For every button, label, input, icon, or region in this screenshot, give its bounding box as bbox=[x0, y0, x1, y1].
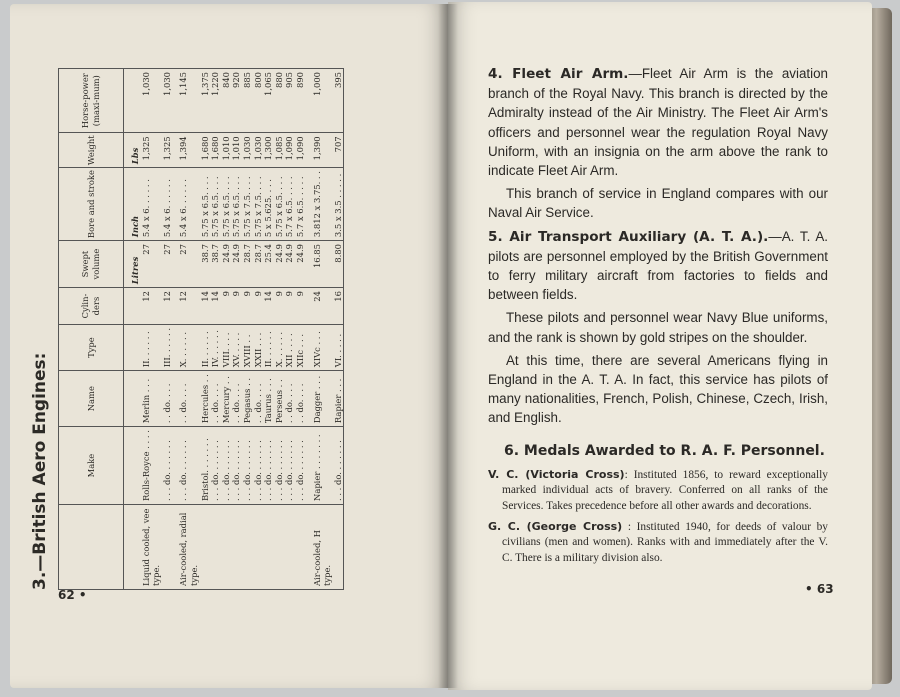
name-cell: . . do. . . . bbox=[210, 371, 221, 427]
header-class bbox=[59, 505, 124, 590]
medal-abbr: G. C. (George Cross) bbox=[488, 519, 623, 533]
weight-cell: 1,680 bbox=[200, 133, 211, 168]
make-cell: . . . do. . . . . . . bbox=[253, 427, 264, 505]
type-cell: XIIc . . . bbox=[295, 324, 306, 370]
table-row bbox=[141, 69, 162, 590]
weight-cell: 1,030 bbox=[242, 133, 253, 168]
name-cell: Perseus . . bbox=[274, 371, 285, 427]
make-cell: . . . do. . . . . . . bbox=[242, 427, 253, 505]
bore-stroke-cell: 5.7 x 6.5. . . . . bbox=[284, 168, 295, 241]
heading-ata: 5. Air Transport Auxiliary (A. T. A.). bbox=[488, 228, 769, 245]
horsepower-cell: 1,065 bbox=[263, 69, 274, 133]
weight-cell: 1,010 bbox=[221, 133, 232, 168]
bore-stroke-cell: 5.75 x 6.5. . . . bbox=[231, 168, 242, 241]
table-row bbox=[253, 69, 264, 590]
engine-class-cell bbox=[253, 505, 264, 590]
swept-volume-cell: 24.9 bbox=[231, 241, 242, 288]
make-cell: . . . do. . . . . . . bbox=[274, 427, 285, 505]
unit-swept: Litres bbox=[124, 241, 141, 288]
type-cell: II. . . . . . bbox=[263, 324, 274, 370]
type-cell: XII . . . . bbox=[284, 324, 295, 370]
medal-text: : Instituted 1940, for deeds of valour by civilians (men and women). Ranks with and immediately after the V. C. There is a military division also. bbox=[502, 520, 829, 564]
bore-stroke-cell: 5.7 x 6.5. . . . . bbox=[295, 168, 306, 241]
bore-stroke-cell: 3.812 x 3.75. . . bbox=[306, 168, 333, 241]
swept-volume-cell: 28.7 bbox=[242, 241, 253, 288]
swept-volume-cell: 16.85 bbox=[306, 241, 333, 288]
swept-volume-cell: 24.9 bbox=[274, 241, 285, 288]
table-row bbox=[210, 69, 221, 590]
bore-stroke-cell: 5.75 x 6.5. . . . bbox=[274, 168, 285, 241]
swept-volume-cell: 27 bbox=[172, 241, 199, 288]
horsepower-cell: 880 bbox=[274, 69, 285, 133]
make-cell: . . . do. . . . . . . bbox=[162, 427, 173, 505]
type-cell: X. . . . . . bbox=[172, 324, 199, 370]
horsepower-cell: 1,030 bbox=[141, 69, 162, 133]
weight-cell: 1,030 bbox=[253, 133, 264, 168]
engine-class-cell bbox=[200, 505, 211, 590]
weight-cell: 1,300 bbox=[263, 133, 274, 168]
medal-george-cross bbox=[488, 519, 828, 567]
cylinders-cell: 16 bbox=[333, 288, 344, 325]
bore-stroke-cell: 5.75 x 7.5. . . . bbox=[242, 168, 253, 241]
engine-class-cell: Air-cooled, H type. bbox=[306, 505, 333, 590]
header-cylinders: Cylin-ders bbox=[59, 288, 124, 325]
medal-text: : Instituted 1856, to reward exceptionally marked individual acts of bravery. Conferred on all ranks of the Services. Takes precedence before all other awards and decorations. bbox=[502, 468, 828, 513]
unit-bore: Inch bbox=[124, 168, 141, 241]
cylinders-cell: 9 bbox=[284, 288, 295, 325]
cylinders-cell: 12 bbox=[162, 288, 173, 325]
engine-class-cell bbox=[274, 505, 285, 590]
header-weight: Weight bbox=[59, 133, 124, 168]
horsepower-cell: 1,030 bbox=[162, 69, 173, 133]
weight-cell: 1,325 bbox=[141, 133, 162, 168]
make-cell: . . . do. . . . . . . bbox=[333, 427, 344, 505]
swept-volume-cell: 27 bbox=[162, 241, 173, 288]
table-row bbox=[284, 69, 295, 590]
type-cell: IV. . . . . . bbox=[210, 324, 221, 370]
make-cell: . . . do. . . . . . . bbox=[284, 427, 295, 505]
name-cell: Taurus . . . bbox=[263, 371, 274, 427]
page-number-left: 62 • bbox=[58, 588, 87, 602]
type-cell: III. . . . . . bbox=[162, 324, 173, 370]
name-cell: . . do. . . . bbox=[172, 371, 199, 427]
table-row bbox=[221, 69, 232, 590]
bore-stroke-cell: 5.4 x 6. . . . . . bbox=[172, 168, 199, 241]
cylinders-cell: 14 bbox=[200, 288, 211, 325]
table-header-row bbox=[59, 69, 124, 590]
engine-class-cell bbox=[263, 505, 274, 590]
cylinders-cell: 14 bbox=[210, 288, 221, 325]
horsepower-cell: 800 bbox=[253, 69, 264, 133]
make-cell: . . . do. . . . . . . bbox=[210, 427, 221, 505]
cylinders-cell: 9 bbox=[231, 288, 242, 325]
engine-class-cell: Liquid cooled, vee type. bbox=[141, 505, 162, 590]
engine-class-cell bbox=[242, 505, 253, 590]
book-gutter bbox=[438, 4, 458, 688]
fleet-air-arm-lead: —Fleet Air Arm is the aviation branch of the Royal Navy. This branch is directed by the Admiralty instead of the Air Ministry. The Fleet Air Arm's officers and personnel wear the regulation Royal Navy Uniform, with an insignia on the arm above the rank to indicate Fleet Air Arm. bbox=[488, 66, 829, 179]
right-page-text bbox=[488, 60, 828, 570]
cylinders-cell: 9 bbox=[253, 288, 264, 325]
table-body bbox=[124, 69, 344, 590]
engine-class-cell bbox=[295, 505, 306, 590]
engine-class-cell bbox=[221, 505, 232, 590]
header-make: Make bbox=[59, 427, 124, 505]
table-row bbox=[172, 69, 199, 590]
horsepower-cell: 890 bbox=[295, 69, 306, 133]
table-row bbox=[263, 69, 274, 590]
type-cell: XIVc . . . bbox=[306, 324, 333, 370]
engine-class-cell bbox=[284, 505, 295, 590]
name-cell: . . do. . . . bbox=[295, 371, 306, 427]
type-cell: VIII. . . . bbox=[221, 324, 232, 370]
horsepower-cell: 905 bbox=[284, 69, 295, 133]
engine-class-cell bbox=[162, 505, 173, 590]
cylinders-cell: 12 bbox=[141, 288, 162, 325]
type-cell: XVIII . . bbox=[242, 324, 253, 370]
make-cell: Napier . . . . . . . bbox=[306, 427, 333, 505]
bore-stroke-cell: 5.75 x 6.5. . . . bbox=[200, 168, 211, 241]
units-row bbox=[124, 69, 141, 590]
bore-stroke-cell: 5.75 x 6.5. . . . bbox=[221, 168, 232, 241]
cylinders-cell: 9 bbox=[242, 288, 253, 325]
swept-volume-cell: 38.7 bbox=[200, 241, 211, 288]
ata-lead: —A. T. A. pilots are personnel employed by the British Government to ferry military aircraft from factories to fields and between fields. bbox=[488, 228, 828, 303]
make-cell: . . . do. . . . . . . bbox=[295, 427, 306, 505]
bore-stroke-cell: 5.75 x 6.5. . . . bbox=[210, 168, 221, 241]
paragraph: This branch of service in England compares with our Naval Air Service. bbox=[488, 186, 828, 221]
table-row bbox=[242, 69, 253, 590]
engine-class-cell bbox=[333, 505, 344, 590]
header-name: Name bbox=[59, 371, 124, 427]
aero-engines-table bbox=[58, 68, 344, 590]
aero-engines-rotated-block bbox=[30, 60, 343, 590]
bore-stroke-cell: 3.5 x 3.5 . . . . . bbox=[333, 168, 344, 241]
page-number-right: • 63 bbox=[805, 582, 834, 596]
cylinders-cell: 24 bbox=[306, 288, 333, 325]
bore-stroke-cell: 5.4 x 6. . . . . . bbox=[162, 168, 173, 241]
type-cell: XXII . . . bbox=[253, 324, 264, 370]
name-cell: Rapier . . . bbox=[333, 371, 344, 427]
type-cell: X. . . . . . bbox=[274, 324, 285, 370]
medal-abbr: V. C. (Victoria Cross) bbox=[488, 467, 625, 481]
horsepower-cell: 840 bbox=[221, 69, 232, 133]
table-row bbox=[162, 69, 173, 590]
weight-cell: 1,010 bbox=[231, 133, 242, 168]
cylinders-cell: 9 bbox=[295, 288, 306, 325]
weight-cell: 1,090 bbox=[284, 133, 295, 168]
type-cell: II. . . . . . bbox=[200, 324, 211, 370]
swept-volume-cell: 38.7 bbox=[210, 241, 221, 288]
type-cell: XV. . . . . bbox=[231, 324, 242, 370]
make-cell: Rolls-Royce . . . . bbox=[141, 427, 162, 505]
weight-cell: 1,325 bbox=[162, 133, 173, 168]
swept-volume-cell: 24.9 bbox=[284, 241, 295, 288]
section-title: 3.—British Aero Engines: bbox=[30, 352, 50, 590]
swept-volume-cell: 24.9 bbox=[221, 241, 232, 288]
engine-class-cell bbox=[210, 505, 221, 590]
engine-class-cell: Air-cooled, radial type. bbox=[172, 505, 199, 590]
name-cell: . . do. . . . bbox=[162, 371, 173, 427]
bore-stroke-cell: 5.4 x 6. . . . . . bbox=[141, 168, 162, 241]
weight-cell: 1,085 bbox=[274, 133, 285, 168]
horsepower-cell: 1,375 bbox=[200, 69, 211, 133]
name-cell: Merlin . . . bbox=[141, 371, 162, 427]
cylinders-cell: 12 bbox=[172, 288, 199, 325]
name-cell: Pegasus . . bbox=[242, 371, 253, 427]
cylinders-cell: 9 bbox=[274, 288, 285, 325]
table-row bbox=[306, 69, 333, 590]
swept-volume-cell: 24.9 bbox=[295, 241, 306, 288]
make-cell: . . . do. . . . . . . bbox=[172, 427, 199, 505]
name-cell: . . do. . . . bbox=[253, 371, 264, 427]
name-cell: Dagger . . . bbox=[306, 371, 333, 427]
horsepower-cell: 885 bbox=[242, 69, 253, 133]
name-cell: . . do. . . . bbox=[284, 371, 295, 427]
weight-cell: 1,390 bbox=[306, 133, 333, 168]
swept-volume-cell: 27 bbox=[141, 241, 162, 288]
swept-volume-cell: 8.80 bbox=[333, 241, 344, 288]
swept-volume-cell: 28.7 bbox=[253, 241, 264, 288]
horsepower-cell: 1,000 bbox=[306, 69, 333, 133]
header-horsepower: Horse-power (maxi-mum) bbox=[59, 69, 124, 133]
name-cell: Mercury . . bbox=[221, 371, 232, 427]
paragraph: These pilots and personnel wear Navy Blue uniforms, and the rank is shown by gold stripes on the shoulder. bbox=[488, 310, 828, 345]
header-type: Type bbox=[59, 324, 124, 370]
engine-class-cell bbox=[231, 505, 242, 590]
header-bore-stroke: Bore and stroke bbox=[59, 168, 124, 241]
name-cell: . . do. . . . bbox=[231, 371, 242, 427]
make-cell: . . . do. . . . . . . bbox=[263, 427, 274, 505]
bore-stroke-cell: 5 x 5.625. . . . bbox=[263, 168, 274, 241]
make-cell: . . . do. . . . . . . bbox=[221, 427, 232, 505]
make-cell: Bristol. . . . . . . bbox=[200, 427, 211, 505]
weight-cell: 1,090 bbox=[295, 133, 306, 168]
horsepower-cell: 1,145 bbox=[172, 69, 199, 133]
horsepower-cell: 395 bbox=[333, 69, 344, 133]
unit-weight: Lbs bbox=[124, 133, 141, 168]
paragraph: At this time, there are several Americans flying in England in the A. T. A. In fact, this service has pilots of many nationalities, French, Polish, Chinese, Czech, Irish, and English. bbox=[488, 352, 828, 426]
swept-volume-cell: 25.4 bbox=[263, 241, 274, 288]
weight-cell: 1,394 bbox=[172, 133, 199, 168]
type-cell: VI. . . . . bbox=[333, 324, 344, 370]
header-swept-volume: Swept volume bbox=[59, 241, 124, 288]
heading-fleet-air-arm: 4. Fleet Air Arm. bbox=[488, 66, 629, 82]
horsepower-cell: 920 bbox=[231, 69, 242, 133]
table-row bbox=[200, 69, 211, 590]
table-row bbox=[231, 69, 242, 590]
table-row bbox=[274, 69, 285, 590]
medal-victoria-cross bbox=[488, 467, 828, 515]
heading-medals: 6. Medals Awarded to R. A. F. Personnel. bbox=[504, 442, 825, 459]
horsepower-cell: 1,220 bbox=[210, 69, 221, 133]
table-row bbox=[295, 69, 306, 590]
cylinders-cell: 9 bbox=[221, 288, 232, 325]
make-cell: . . . do. . . . . . . bbox=[231, 427, 242, 505]
type-cell: II. . . . . . bbox=[141, 324, 162, 370]
bore-stroke-cell: 5.75 x 7.5. . . . bbox=[253, 168, 264, 241]
table-row bbox=[333, 69, 344, 590]
name-cell: Hercules . . bbox=[200, 371, 211, 427]
weight-cell: 707 bbox=[333, 133, 344, 168]
weight-cell: 1,680 bbox=[210, 133, 221, 168]
cylinders-cell: 14 bbox=[263, 288, 274, 325]
